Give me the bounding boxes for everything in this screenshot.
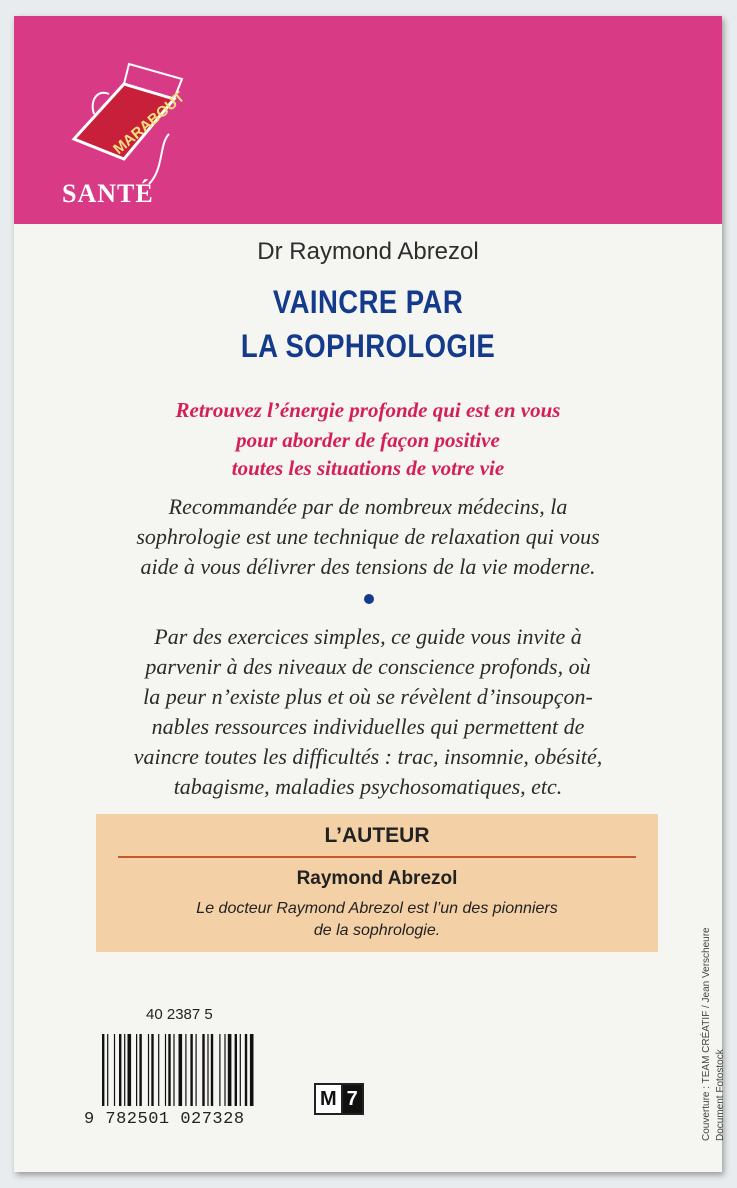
credits-line-2: Document Fotostock xyxy=(715,1049,726,1141)
paragraph2-line: Par des exercices simples, ce guide vous invite à xyxy=(154,624,582,649)
paragraph2-line: tabagisme, maladies psychosomatiques, etc. xyxy=(173,774,563,799)
price-code-letter: M xyxy=(316,1085,343,1113)
barcode-bar xyxy=(219,1034,220,1106)
book-title-line-1: VAINCRE PAR xyxy=(272,284,464,320)
paragraph2-line: la peur n’existe plus et où se révèlent d’insoupçon- xyxy=(143,684,593,709)
barcode-bar xyxy=(119,1034,121,1106)
product-code: 40 2387 5 xyxy=(146,1006,213,1023)
barcode-bar xyxy=(228,1034,232,1106)
tagline-line-2: pour aborder de façon positive xyxy=(236,428,500,452)
paragraph2-line: nables ressources individuelles qui permettent de xyxy=(151,714,585,739)
barcode-bar xyxy=(124,1034,125,1106)
collection-label: SANTÉ xyxy=(62,179,154,208)
book-back-cover xyxy=(14,16,726,1172)
book-title-line-2: LA SOPHROLOGIE xyxy=(240,328,496,364)
price-code-badge xyxy=(314,1083,364,1115)
author-box-divider xyxy=(118,856,636,858)
barcode-bar xyxy=(179,1034,183,1106)
author-box-name: Raymond Abrezol xyxy=(296,868,458,889)
paragraph2-line: parvenir à des niveaux de conscience profonds, où xyxy=(145,654,591,679)
tagline-line-3: toutes les situations de votre vie xyxy=(231,456,505,480)
cover-credits xyxy=(700,927,728,1141)
author-line: Dr Raymond Abrezol xyxy=(257,238,479,265)
barcode-bar xyxy=(202,1034,204,1106)
credits-line-1: Couverture : TEAM CRÉATIF / Jean Verscheure xyxy=(701,927,712,1141)
barcode-bar xyxy=(196,1034,197,1106)
marabout-logo xyxy=(54,44,194,194)
barcode-bar xyxy=(168,1034,170,1106)
author-box-description-line-2: de la sophrologie. xyxy=(313,922,441,939)
isbn-digits: 9 782501 027328 xyxy=(84,1110,245,1129)
barcode-bar xyxy=(158,1034,159,1106)
barcode-bar xyxy=(148,1034,149,1106)
barcode-bar xyxy=(114,1034,115,1106)
barcode-bar xyxy=(128,1034,132,1106)
author-box-heading: L’AUTEUR xyxy=(324,824,430,847)
barcode-bar xyxy=(102,1034,104,1106)
barcode-bar xyxy=(165,1034,166,1106)
barcode-bar xyxy=(211,1034,213,1106)
barcode-bar xyxy=(151,1034,153,1106)
barcode-bar xyxy=(224,1034,225,1106)
barcode-bar xyxy=(173,1034,174,1106)
barcode-image xyxy=(100,1034,292,1106)
top-color-band xyxy=(14,16,722,224)
barcode-bar xyxy=(240,1034,241,1106)
paragraph1-line: sophrologie est une technique de relaxation qui vous xyxy=(136,524,600,549)
barcode-bar xyxy=(207,1034,208,1106)
paragraph1-line: Recommandée par de nombreux médecins, la xyxy=(168,494,568,519)
barcode-bar xyxy=(235,1034,237,1106)
author-box xyxy=(96,814,658,952)
barcode-bar xyxy=(107,1034,108,1106)
paragraph1-line: aide à vous délivrer des tensions de la vie moderne. xyxy=(140,554,596,579)
tagline-line-1: Retrouvez l’énergie profonde qui est en vous xyxy=(175,398,561,422)
barcode-bar xyxy=(245,1034,247,1106)
barcode-bar xyxy=(185,1034,186,1106)
barcode-bar xyxy=(136,1034,137,1106)
author-box-description-line-1: Le docteur Raymond Abrezol est l’un des pionniers xyxy=(196,900,558,917)
barcode-bar xyxy=(139,1034,141,1106)
marabout-logo-text: MARABOUT xyxy=(110,88,189,158)
barcode-bar xyxy=(250,1034,254,1106)
price-code-number: 7 xyxy=(343,1085,362,1113)
barcode-bar xyxy=(190,1034,192,1106)
paragraph2-line: vaincre toutes les difficultés : trac, insomnie, obésité, xyxy=(133,744,603,769)
bullet-separator xyxy=(364,594,374,604)
